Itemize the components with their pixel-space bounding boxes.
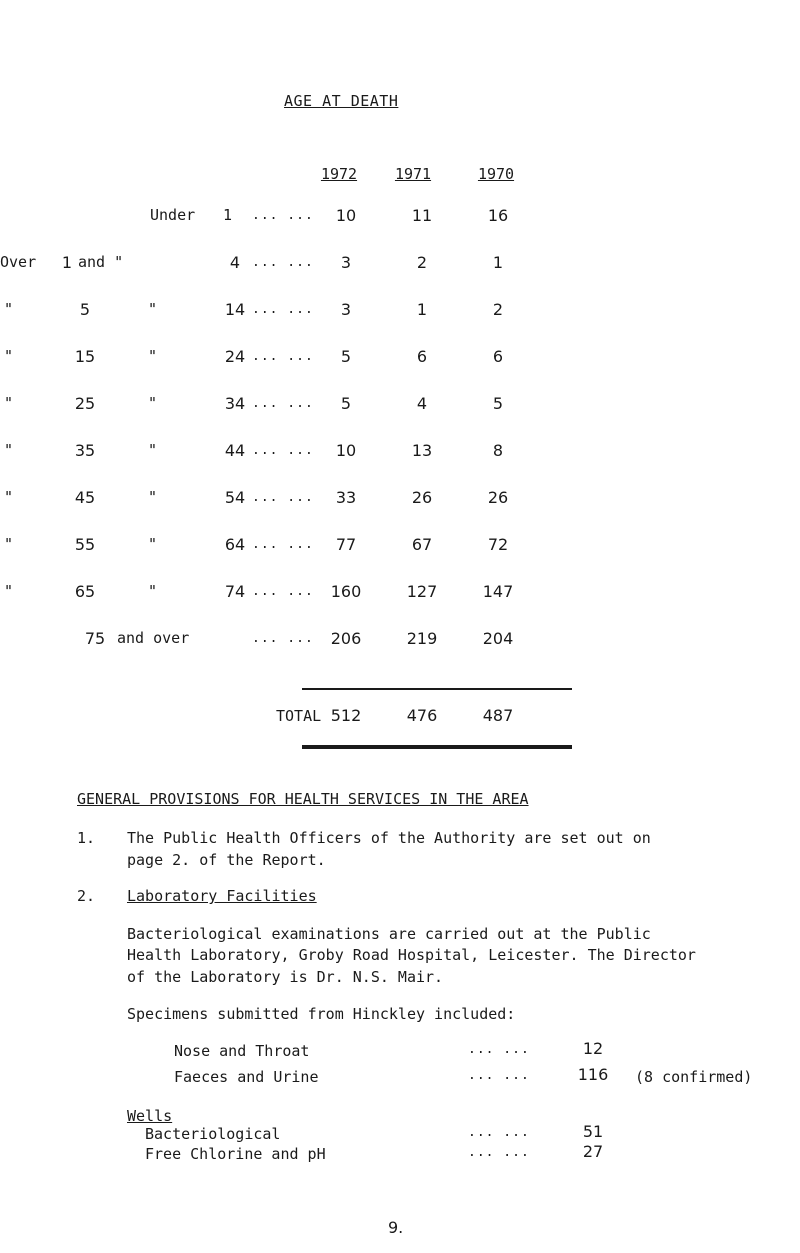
row-value-1970: 6 [492, 347, 504, 366]
wells-bacteriological-label: Bacteriological [145, 1125, 281, 1143]
specimen-faeces-urine-label: Faeces and Urine [174, 1068, 319, 1086]
row-value-1971: 11 [411, 206, 433, 225]
year-header-1971: 1971 [394, 165, 432, 183]
row-prefix: " [4, 300, 14, 318]
row-value-1970: 8 [492, 441, 504, 460]
row-value-1970: 1 [492, 253, 504, 272]
row-prefix: " [4, 347, 14, 365]
row-value-1971: 26 [411, 488, 433, 507]
row-from: 15 [74, 347, 96, 366]
row-prefix: " [4, 535, 14, 553]
row-value-1970: 147 [482, 582, 514, 601]
row-dots: ... ... [252, 631, 314, 646]
total-rule-top [302, 688, 572, 690]
item1-line2: page 2. of the Report. [127, 851, 326, 869]
row-to: 34 [224, 394, 246, 413]
row-from: 1 [61, 253, 73, 272]
row-value-1970: 5 [492, 394, 504, 413]
row-ditto: " [148, 441, 158, 459]
row-ditto: " [148, 488, 158, 506]
row-to: 14 [224, 300, 246, 319]
row-under-label: Under [150, 206, 196, 224]
row-dots: ... ... [252, 208, 314, 223]
wells-chlorine-value: 27 [582, 1142, 604, 1161]
total-rule-double [302, 745, 572, 749]
row-ditto: " [148, 394, 158, 412]
row-prefix: " [4, 441, 14, 459]
item2-number: 2. [77, 887, 96, 905]
row-value-1972: 77 [335, 535, 357, 554]
row-dots: ... ... [252, 349, 314, 364]
row-to: 64 [224, 535, 246, 554]
total-1972: 512 [330, 706, 362, 725]
total-1970: 487 [482, 706, 514, 725]
row-value-1972: 3 [340, 253, 352, 272]
row-and-over: and over [117, 629, 190, 647]
row-from: 45 [74, 488, 96, 507]
row-value-1971: 1 [416, 300, 428, 319]
row-from: 75 [84, 629, 106, 648]
item1-line1: The Public Health Officers of the Authority are set out on [127, 829, 651, 847]
row-ditto: " [148, 535, 158, 553]
row-value-1971: 13 [411, 441, 433, 460]
total-1971: 476 [406, 706, 438, 725]
row-value-1972: 5 [340, 394, 352, 413]
row-value-1972: 5 [340, 347, 352, 366]
row-value-1971: 2 [416, 253, 428, 272]
row-dots: ... ... [252, 255, 314, 270]
row-to: 54 [224, 488, 246, 507]
year-header-1972: 1972 [320, 165, 358, 183]
row-value-1972: 10 [335, 441, 357, 460]
row-from: 35 [74, 441, 96, 460]
row-value-1972: 10 [335, 206, 357, 225]
wells-chlorine-dots: ... ... [468, 1145, 530, 1160]
row-dots: ... ... [252, 443, 314, 458]
row-dots: ... ... [252, 490, 314, 505]
row-prefix: Over [0, 253, 37, 271]
row-value-1971: 4 [416, 394, 428, 413]
year-header-1970: 1970 [477, 165, 515, 183]
row-value-1970: 2 [492, 300, 504, 319]
para1-line2: Health Laboratory, Groby Road Hospital, Leicester. The Director [127, 946, 696, 964]
row-value-1971: 6 [416, 347, 428, 366]
specimen-faeces-urine-note: (8 confirmed) [635, 1068, 753, 1086]
row-ditto: " [148, 347, 158, 365]
row-from: 65 [74, 582, 96, 601]
row-prefix: " [4, 582, 14, 600]
row-to: 44 [224, 441, 246, 460]
row-value-1970: 204 [482, 629, 514, 648]
row-from: 5 [79, 300, 91, 319]
row-ditto: and " [78, 253, 124, 271]
wells-bacteriological-value: 51 [582, 1122, 604, 1141]
row-from: 55 [74, 535, 96, 554]
row-value-1972: 206 [330, 629, 362, 648]
row-value-1972: 33 [335, 488, 357, 507]
row-value-1971: 219 [406, 629, 438, 648]
total-label: TOTAL [276, 707, 322, 725]
para1-line1: Bacteriological examinations are carried out at the Public [127, 925, 651, 943]
item2-heading: Laboratory Facilities [127, 887, 317, 905]
row-value-1970: 26 [487, 488, 509, 507]
row-value-1972: 160 [330, 582, 362, 601]
specimen-nose-throat-dots: ... ... [468, 1042, 530, 1057]
row-ditto: " [148, 300, 158, 318]
specimen-nose-throat-label: Nose and Throat [174, 1042, 310, 1060]
specimen-faeces-urine-dots: ... ... [468, 1068, 530, 1083]
para2: Specimens submitted from Hinckley included: [127, 1005, 516, 1023]
row-prefix: " [4, 394, 14, 412]
row-to: 74 [224, 582, 246, 601]
row-to: 4 [229, 253, 241, 272]
row-prefix: " [4, 488, 14, 506]
wells-heading: Wells [127, 1107, 173, 1125]
specimen-faeces-urine-value: 116 [577, 1065, 609, 1084]
row-value-1970: 72 [487, 535, 509, 554]
row-to: 24 [224, 347, 246, 366]
para1-line3: of the Laboratory is Dr. N.S. Mair. [127, 968, 444, 986]
row-value-1971: 67 [411, 535, 433, 554]
row-ditto: " [148, 582, 158, 600]
row-dots: ... ... [252, 537, 314, 552]
row-value-1971: 127 [406, 582, 438, 601]
wells-bacteriological-dots: ... ... [468, 1125, 530, 1140]
row-to: 1 [223, 206, 233, 224]
page-number: 9. [388, 1218, 404, 1237]
specimen-nose-throat-value: 12 [582, 1039, 604, 1058]
wells-chlorine-label: Free Chlorine and pH [145, 1145, 326, 1163]
item1-number: 1. [77, 829, 96, 847]
section-heading: GENERAL PROVISIONS FOR HEALTH SERVICES IN THE AREA [77, 790, 529, 808]
row-value-1972: 3 [340, 300, 352, 319]
row-from: 25 [74, 394, 96, 413]
row-dots: ... ... [252, 584, 314, 599]
page-title: AGE AT DEATH [284, 92, 399, 110]
row-dots: ... ... [252, 396, 314, 411]
row-dots: ... ... [252, 302, 314, 317]
row-value-1970: 16 [487, 206, 509, 225]
